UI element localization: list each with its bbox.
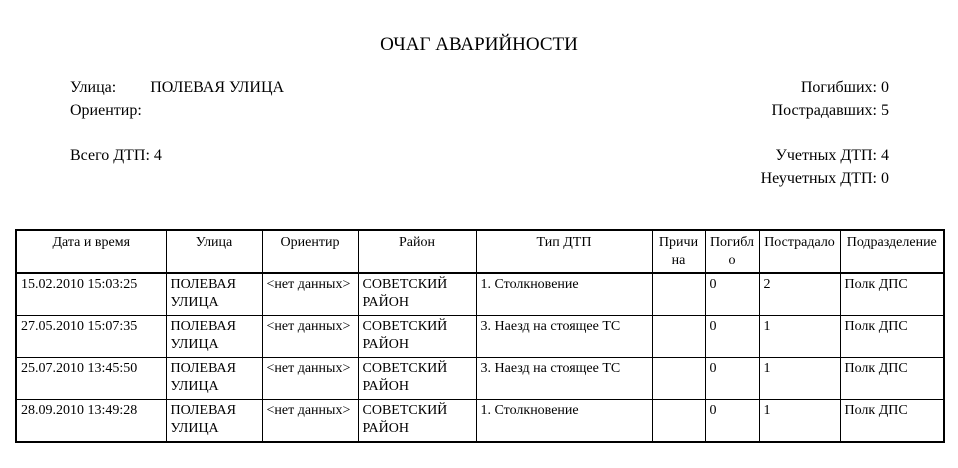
header-cause: Причи на <box>652 230 705 273</box>
cell-cause <box>652 358 705 400</box>
cell-injured: 2 <box>759 273 840 316</box>
header-landmark: Ориентир <box>262 230 358 273</box>
header-accident-type: Тип ДТП <box>476 230 652 273</box>
landmark-label: Ориентир: <box>70 102 142 119</box>
cell-cause <box>652 273 705 316</box>
cell-street: ПОЛЕВАЯ УЛИЦА <box>166 400 262 443</box>
cell-datetime: 25.07.2010 13:45:50 <box>16 358 166 400</box>
cell-killed: 0 <box>705 273 759 316</box>
cell-district: СОВЕТСКИЙ РАЙОН <box>358 316 476 358</box>
cell-street: ПОЛЕВАЯ УЛИЦА <box>166 316 262 358</box>
cell-district: СОВЕТСКИЙ РАЙОН <box>358 273 476 316</box>
cell-datetime: 15.02.2010 15:03:25 <box>16 273 166 316</box>
cell-street: ПОЛЕВАЯ УЛИЦА <box>166 273 262 316</box>
cell-landmark: <нет данных> <box>262 273 358 316</box>
cell-accident-type: 3. Наезд на стоящее ТС <box>476 316 652 358</box>
cell-cause <box>652 316 705 358</box>
killed-count: Погибших: 0 <box>800 79 889 96</box>
header-killed: Погибл о <box>705 230 759 273</box>
header-datetime: Дата и время <box>16 230 166 273</box>
cell-injured: 1 <box>759 400 840 443</box>
table-row <box>16 358 944 400</box>
cell-unit: Полк ДПС <box>840 273 944 316</box>
cell-district: СОВЕТСКИЙ РАЙОН <box>358 358 476 400</box>
street-label: Улица: <box>70 79 117 96</box>
accidents-table <box>15 229 945 443</box>
cell-datetime: 27.05.2010 15:07:35 <box>16 316 166 358</box>
cell-killed: 0 <box>705 316 759 358</box>
table-row <box>16 316 944 358</box>
total-accidents: Всего ДТП: 4 <box>70 147 162 164</box>
street-value: ПОЛЕВАЯ УЛИЦА <box>150 79 285 96</box>
page-title: ОЧАГ АВАРИЙНОСТИ <box>380 34 578 55</box>
table-header-row <box>16 230 944 273</box>
cell-killed: 0 <box>705 400 759 443</box>
header-street: Улица <box>166 230 262 273</box>
header-unit: Подразделение <box>840 230 944 273</box>
cell-landmark: <нет данных> <box>262 400 358 443</box>
cell-accident-type: 3. Наезд на стоящее ТС <box>476 358 652 400</box>
cell-unit: Полк ДПС <box>840 316 944 358</box>
unrecorded-accidents: Неучетных ДТП: 0 <box>760 170 889 187</box>
cell-accident-type: 1. Столкновение <box>476 273 652 316</box>
table-row <box>16 273 944 316</box>
header-district: Район <box>358 230 476 273</box>
table-row <box>16 400 944 443</box>
cell-landmark: <нет данных> <box>262 316 358 358</box>
cell-unit: Полк ДПС <box>840 400 944 443</box>
cell-landmark: <нет данных> <box>262 358 358 400</box>
injured-count: Пострадавших: 5 <box>771 102 889 119</box>
cell-injured: 1 <box>759 358 840 400</box>
cell-unit: Полк ДПС <box>840 358 944 400</box>
street-line <box>70 77 284 99</box>
cell-killed: 0 <box>705 358 759 400</box>
cell-district: СОВЕТСКИЙ РАЙОН <box>358 400 476 443</box>
recorded-accidents: Учетных ДТП: 4 <box>775 147 889 164</box>
cell-cause <box>652 400 705 443</box>
header-injured: Пострадало <box>759 230 840 273</box>
cell-injured: 1 <box>759 316 840 358</box>
cell-accident-type: 1. Столкновение <box>476 400 652 443</box>
cell-street: ПОЛЕВАЯ УЛИЦА <box>166 358 262 400</box>
cell-datetime: 28.09.2010 13:49:28 <box>16 400 166 443</box>
